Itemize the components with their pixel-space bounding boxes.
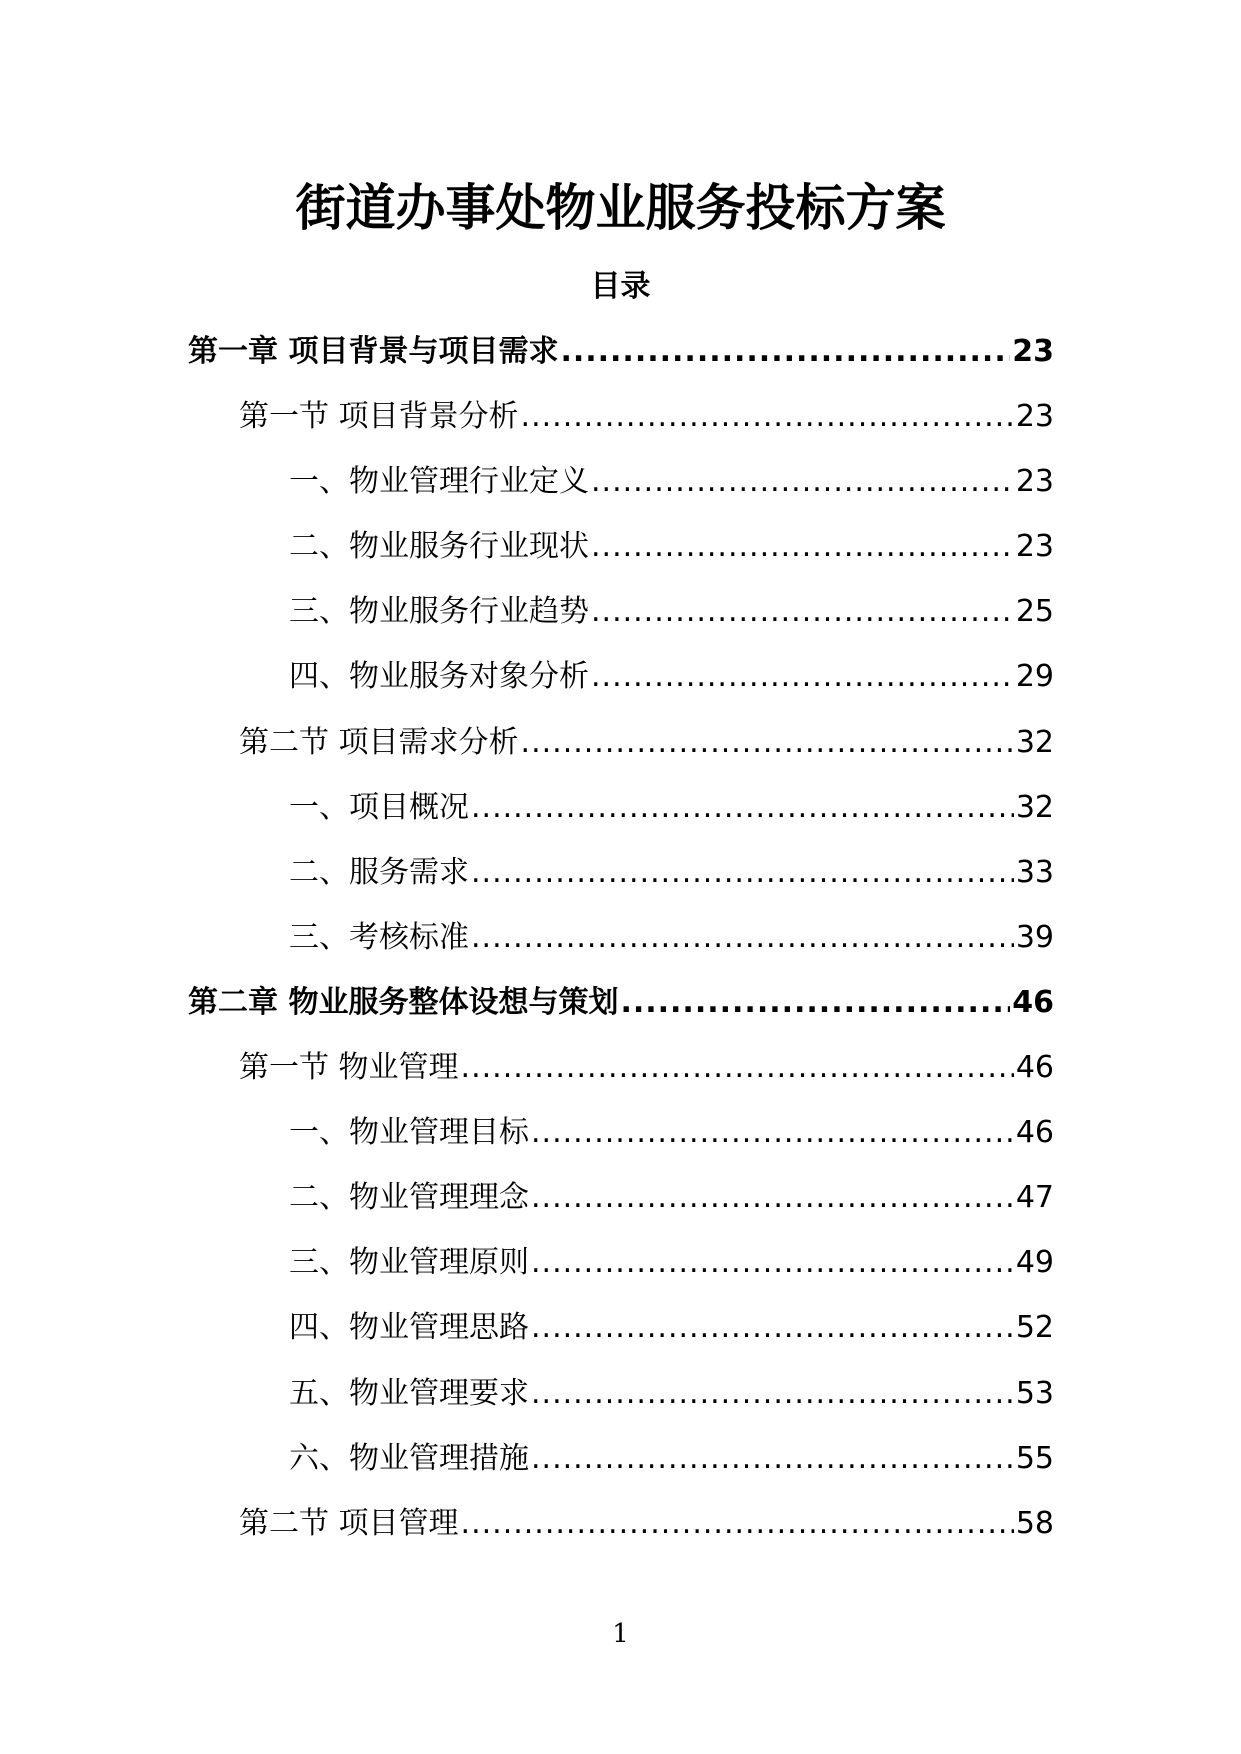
toc-entry-subsection[interactable] — [188, 522, 1054, 587]
toc-entry-subsection[interactable] — [188, 1108, 1054, 1173]
toc-entry-section[interactable] — [188, 1499, 1054, 1564]
toc-entry-label: 五、物业管理要求 — [289, 1375, 529, 1411]
toc-entry-subsection[interactable] — [188, 587, 1054, 652]
toc-dot-leader — [591, 457, 1014, 507]
toc-entry-label: 第二节 项目需求分析 — [239, 724, 519, 760]
toc-entry-label: 一、物业管理行业定义 — [289, 464, 589, 500]
toc-entry-subsection[interactable] — [188, 652, 1054, 717]
toc-entry-chapter[interactable] — [188, 978, 1054, 1043]
toc-entry-chapter[interactable] — [188, 327, 1054, 392]
toc-entry-page: 55 — [1015, 1440, 1054, 1476]
toc-dot-leader — [471, 848, 1014, 898]
toc-entry-page: 46 — [1015, 1115, 1054, 1151]
toc-entry-label: 第二章 物业服务整体设想与策划 — [188, 984, 619, 1020]
toc-entry-section[interactable] — [188, 718, 1054, 783]
toc-entry-label: 四、物业管理思路 — [289, 1310, 529, 1346]
toc-entry-label: 三、物业管理原则 — [289, 1245, 529, 1281]
toc-entry-page: 39 — [1015, 919, 1054, 955]
toc-entry-label: 四、物业服务对象分析 — [289, 659, 589, 695]
toc-dot-leader — [531, 1369, 1014, 1419]
toc-dot-leader — [531, 1238, 1014, 1288]
toc-dot-leader — [560, 327, 1010, 377]
toc-dot-leader — [461, 1499, 1014, 1549]
toc-dot-leader — [521, 718, 1014, 768]
toc-entry-subsection[interactable] — [188, 783, 1054, 848]
toc-entry-page: 32 — [1015, 789, 1054, 825]
toc-entry-label: 二、物业管理理念 — [289, 1180, 529, 1216]
toc-entry-label: 二、服务需求 — [289, 854, 469, 890]
toc-entry-label: 一、物业管理目标 — [289, 1115, 529, 1151]
toc-dot-leader — [531, 1434, 1014, 1484]
document-title: 街道办事处物业服务投标方案 — [295, 179, 946, 237]
toc-dot-leader — [461, 1043, 1014, 1093]
toc-entry-label: 第二节 项目管理 — [239, 1505, 459, 1541]
toc-entry-subsection[interactable] — [188, 1434, 1054, 1499]
toc-entry-page: 46 — [1012, 984, 1054, 1020]
toc-entry-section[interactable] — [188, 1043, 1054, 1108]
toc-entry-page: 33 — [1015, 854, 1054, 890]
toc-entry-label: 六、物业管理措施 — [289, 1440, 529, 1476]
toc-entry-page: 23 — [1012, 334, 1054, 369]
toc-dot-leader — [531, 1108, 1014, 1158]
toc-entry-label: 一、项目概况 — [289, 789, 469, 825]
toc-entry-subsection[interactable] — [188, 848, 1054, 913]
toc-entry-subsection[interactable] — [188, 1303, 1054, 1368]
toc-entry-label: 二、物业服务行业现状 — [289, 529, 589, 565]
page-number: 1 — [612, 1619, 629, 1649]
toc-entry-subsection[interactable] — [188, 913, 1054, 978]
toc-entry-page: 58 — [1015, 1505, 1054, 1541]
table-of-contents — [188, 327, 1054, 1564]
toc-entry-subsection[interactable] — [188, 1173, 1054, 1238]
toc-entry-label: 三、物业服务行业趋势 — [289, 594, 589, 630]
toc-entry-page: 23 — [1015, 529, 1054, 565]
toc-entry-subsection[interactable] — [188, 1238, 1054, 1303]
toc-entry-label: 三、考核标准 — [289, 919, 469, 955]
toc-entry-page: 23 — [1015, 399, 1054, 435]
toc-entry-page: 29 — [1015, 659, 1054, 695]
toc-entry-page: 25 — [1015, 594, 1054, 630]
toc-dot-leader — [591, 587, 1014, 637]
toc-entry-page: 52 — [1015, 1310, 1054, 1346]
toc-dot-leader — [531, 1303, 1014, 1353]
toc-entry-subsection[interactable] — [188, 1369, 1054, 1434]
toc-dot-leader — [521, 392, 1014, 442]
toc-dot-leader — [591, 652, 1014, 702]
toc-dot-leader — [471, 913, 1014, 963]
toc-entry-section[interactable] — [188, 392, 1054, 457]
toc-dot-leader — [531, 1173, 1014, 1223]
toc-entry-page: 46 — [1015, 1050, 1054, 1086]
toc-entry-page: 23 — [1015, 464, 1054, 500]
toc-entry-page: 32 — [1015, 724, 1054, 760]
toc-entry-page: 47 — [1015, 1180, 1054, 1216]
toc-entry-label: 第一章 项目背景与项目需求 — [188, 334, 559, 369]
toc-entry-label: 第一节 物业管理 — [239, 1050, 459, 1086]
toc-dot-leader — [471, 783, 1014, 833]
toc-entry-subsection[interactable] — [188, 457, 1054, 522]
toc-dot-leader — [591, 522, 1014, 572]
toc-entry-page: 49 — [1015, 1245, 1054, 1281]
toc-entry-label: 第一节 项目背景分析 — [239, 399, 519, 435]
toc-entry-page: 53 — [1015, 1375, 1054, 1411]
toc-heading: 目录 — [590, 269, 651, 304]
toc-dot-leader — [620, 978, 1010, 1028]
